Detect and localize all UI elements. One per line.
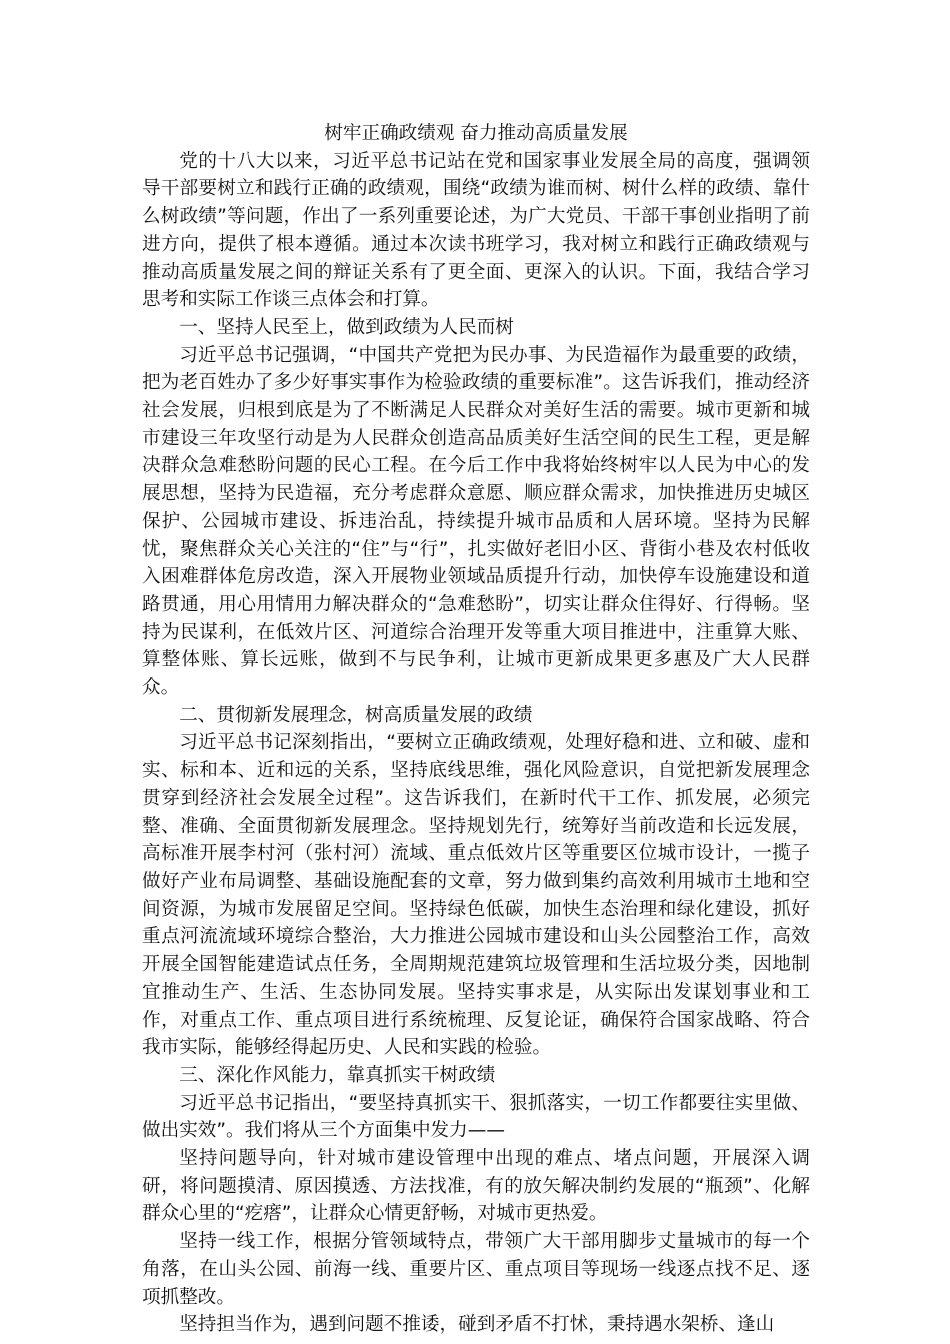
body-paragraph: 习近平总书记深刻指出，“要树立正确政绩观，处理好稳和进、立和破、虚和实、标和本、近和远的关系，坚持底线思维，强化风险意识，自觉把新发展理念贯穿到经济社会发展全过程”。这告诉我们，在新时代干工作、抓发展，必须完整、准确、全面贯彻新发展理念。坚持规划先行，统筹好当前改造和长远发展，高标准开展李村河（张村河）流域、重点低效片区等重要区位城市设计，一揽子做好产业布局调整、基础设施配套的文章，努力做到集约高效利用城市土地和空间资源，为城市发展留足空间。坚持绿色低碳，加快生态治理和绿化建设，抓好重点河流流域环境综合整治，大力推进公园城市建设和山头公园整治工作，高效开展全国智能建造试点任务，全周期规范建筑垃圾管理和生活垃圾分类，因地制宜推动生产、生活、生态协同发展。坚持实事求是，从实际出发谋划事业和工作，对重点工作、重点项目进行系统梳理、反复论证，确保符合国家战略、符合我市实际，能够经得起历史、人民和实践的检验。 <box>142 732 810 1059</box>
body-paragraph: 坚持担当作为，遇到问题不推诿，碰到矛盾不打怵，秉持遇水架桥、逢山 <box>179 1314 775 1336</box>
section-heading: 一、坚持人民至上，做到政绩为人民而树 <box>179 316 514 338</box>
document-body <box>142 148 810 1339</box>
body-paragraph: 习近平总书记指出，“要坚持真抓实干、狠抓落实，一切工作都要往实里做、做出实效”。我们将从三个方面集中发力—— <box>142 1092 810 1142</box>
body-paragraph: 坚持一线工作，根据分管领域特点，带领广大干部用脚步丈量城市的每一个角落，在山头公园、前海一线、重要片区、重点项目等现场一线逐点找不足、逐项抓整改。 <box>142 1231 810 1308</box>
body-paragraph: 坚持问题导向，针对城市建设管理中出现的难点、堵点问题，开展深入调研，将问题摸清、原因摸透、方法找准，有的放矢解决制约发展的“瓶颈”、化解群众心里的“疙瘩”，让群众心情更舒畅，对城市更热爱。 <box>142 1148 810 1225</box>
section-heading: 三、深化作风能力，靠真抓实干树政绩 <box>179 1064 496 1086</box>
document-page <box>142 120 810 1339</box>
body-paragraph: 习近平总书记强调，“中国共产党把为民办事、为民造福作为最重要的政绩，把为老百姓办了多少好事实事作为检验政绩的重要标准”。这告诉我们，推动经济社会发展，归根到底是为了不断满足人民群众对美好生活的需要。城市更新和城市建设三年攻坚行动是为人民群众创造高品质美好生活空间的民生工程，更是解决群众急难愁盼问题的民心工程。在今后工作中我将始终树牢以人民为中心的发展思想，坚持为民造福，充分考虑群众意愿、顺应群众需求，加快推进历史城区保护、公园城市建设、拆违治乱，持续提升城市品质和人居环境。坚持为民解忧，聚焦群众关心关注的“住”与“行”，扎实做好老旧小区、背街小巷及农村低收入困难群体危房改造，深入开展物业领域品质提升行动，加快停车设施建设和道路贯通，用心用情用力解决群众的“急难愁盼”，切实让群众住得好、行得畅。坚持为民谋利，在低效片区、河道综合治理开发等重大项目推进中，注重算大账、算整体账、算长远账，做到不与民争利，让城市更新成果更多惠及广大人民群众。 <box>142 344 810 699</box>
body-paragraph: 党的十八大以来，习近平总书记站在党和国家事业发展全局的高度，强调领导干部要树立和践行正确的政绩观，围绕“政绩为谁而树、树什么样的政绩、靠什么树政绩”等问题，作出了一系列重要论述，为广大党员、干部干事创业指明了前进方向，提供了根本遵循。通过本次读书班学习，我对树立和践行正确政绩观与推动高质量发展之间的辩证关系有了更全面、更深入的认识。下面，我结合学习思考和实际工作谈三点体会和打算。 <box>142 150 810 311</box>
document-title: 树牢正确政绩观 奋力推动高质量发展 <box>324 123 628 144</box>
section-heading: 二、贯彻新发展理念，树高质量发展的政绩 <box>179 704 533 726</box>
